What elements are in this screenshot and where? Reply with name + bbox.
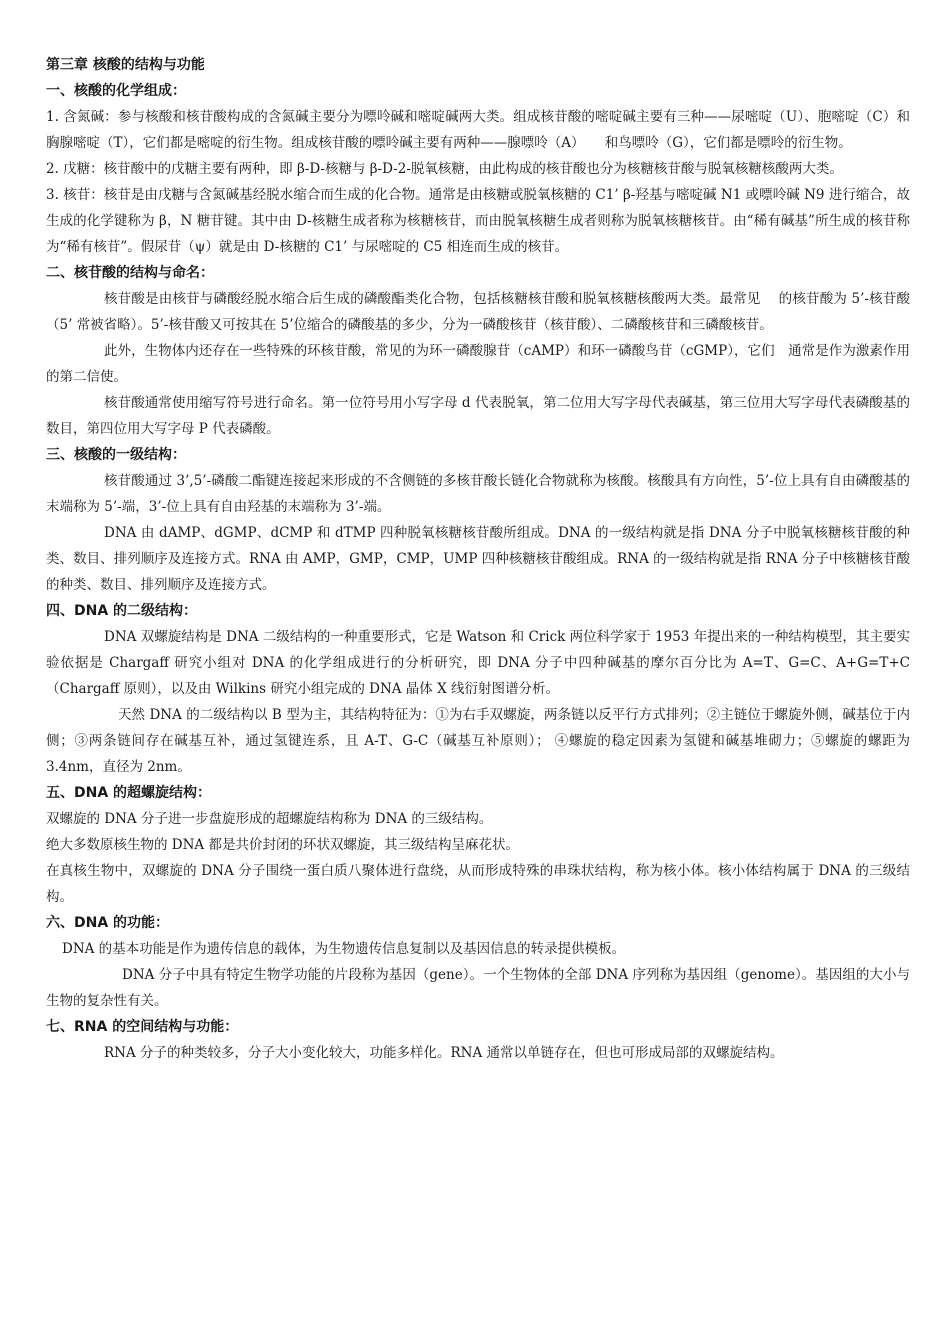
section-heading-3: 三、核酸的一级结构： <box>46 447 186 463</box>
paragraph: 3. 核苷：核苷是由戊糖与含氮碱基经脱水缩合而生成的化合物。通常是由核糖或脱氧核糖的 C1’ β-羟基与嘧啶碱 N1 或嘌呤碱 N9 进行缩合，故生成的化学键称为 β，N 糖苷键。其中由 D-核糖生成者称为核糖核苷，而由脱氧核糖生成者则称为脱氧核糖核苷。由“稀有碱基”所生成的核苷称为“稀有核苷”。假尿苷（ψ）就是由 D-核糖的 C1’ 与尿嘧啶的 C5 相连而生成的核苷。 <box>46 187 910 255</box>
section-heading-7: 七、RNA 的空间结构与功能： <box>46 1019 239 1035</box>
paragraph: DNA 的基本功能是作为遗传信息的载体，为生物遗传信息复制以及基因信息的转录提供模板。 <box>62 941 626 957</box>
section-heading-1: 一、核酸的化学组成： <box>46 83 186 99</box>
paragraph: 核苷酸通过 3’,5’-磷酸二酯键连接起来形成的不含侧链的多核苷酸长链化合物就称为核酸。核酸具有方向性，5’-位上具有自由磷酸基的末端称为 5’-端，3’-位上具有自由羟基的末端称为 3’-端。 <box>46 473 910 515</box>
paragraph: DNA 双螺旋结构是 DNA 二级结构的一种重要形式，它是 Watson 和 Crick 两位科学家于 1953 年提出来的一种结构模型，其主要实验依据是 Chargaff 研究小组对 DNA 的化学组成进行的分析研究，即 DNA 分子中四种碱基的摩尔百分比为 A=T、G=C、A+G=T+C（Chargaff 原则），以及由 Wilkins 研究小组完成的 DNA 晶体 X 线衍射图谱分析。 <box>46 629 910 697</box>
chapter-title: 第三章 核酸的结构与功能 <box>46 57 205 73</box>
paragraph: RNA 分子的种类较多，分子大小变化较大，功能多样化。RNA 通常以单链存在，但也可形成局部的双螺旋结构。 <box>104 1045 784 1061</box>
paragraph: 核苷酸是由核苷与磷酸经脱水缩合后生成的磷酸酯类化合物，包括核糖核苷酸和脱氧核糖核酸两大类。最常见 的核苷酸为 5’-核苷酸（5’ 常被省略）。5’-核苷酸又可按其在 5’位缩合的磷酸基的多少，分为一磷酸核苷（核苷酸）、二磷酸核苷和三磷酸核苷。 <box>46 291 910 333</box>
section-heading-4: 四、DNA 的二级结构： <box>46 603 198 619</box>
paragraph: DNA 由 dAMP、dGMP、dCMP 和 dTMP 四种脱氧核糖核苷酸所组成。DNA 的一级结构就是指 DNA 分子中脱氧核糖核苷酸的种类、数目、排列顺序及连接方式。RNA 由 AMP，GMP，CMP，UMP 四种核糖核苷酸组成。RNA 的一级结构就是指 RNA 分子中核糖核苷酸的种类、数目、排列顺序及连接方式。 <box>46 525 910 593</box>
paragraph: 天然 DNA 的二级结构以 B 型为主，其结构特征为：①为右手双螺旋，两条链以反平行方式排列；②主链位于螺旋外侧，碱基位于内侧；③两条链间存在碱基互补，通过氢键连系，且 A-T、G-C（碱基互补原则）； ④螺旋的稳定因素为氢键和碱基堆砌力；⑤螺旋的螺距为 3.4nm，直径为 2nm。 <box>46 707 910 775</box>
paragraph: 1. 含氮碱：参与核酸和核苷酸构成的含氮碱主要分为嘌呤碱和嘧啶碱两大类。组成核苷酸的嘧啶碱主要有三种——尿嘧啶（U）、胞嘧啶（C）和胸腺嘧啶（T），它们都是嘧啶的衍生物。组成核苷酸的嘌呤碱主要有两种——腺嘌呤（A） 和鸟嘌呤（G），它们都是嘌呤的衍生物。 <box>46 109 910 151</box>
paragraph: 此外，生物体内还存在一些特殊的环核苷酸，常见的为环一磷酸腺苷（cAMP）和环一磷酸鸟苷（cGMP），它们 通常是作为激素作用的第二信使。 <box>46 343 910 385</box>
paragraph: DNA 分子中具有特定生物学功能的片段称为基因（gene）。一个生物体的全部 DNA 序列称为基因组（genome）。基因组的大小与生物的复杂性有关。 <box>46 967 910 1009</box>
paragraph: 核苷酸通常使用缩写符号进行命名。第一位符号用小写字母 d 代表脱氧，第二位用大写字母代表碱基，第三位用大写字母代表磷酸基的数目，第四位用大写字母 P 代表磷酸。 <box>46 395 910 437</box>
paragraph: 双螺旋的 DNA 分子进一步盘旋形成的超螺旋结构称为 DNA 的三级结构。 <box>46 811 493 827</box>
paragraph: 在真核生物中，双螺旋的 DNA 分子围绕一蛋白质八聚体进行盘绕，从而形成特殊的串珠状结构，称为核小体。核小体结构属于 DNA 的三级结构。 <box>46 863 910 905</box>
section-heading-6: 六、DNA 的功能： <box>46 915 170 931</box>
section-heading-5: 五、DNA 的超螺旋结构： <box>46 785 212 801</box>
section-heading-2: 二、核苷酸的结构与命名： <box>46 265 214 281</box>
paragraph: 2. 戊糖：核苷酸中的戊糖主要有两种，即 β-D-核糖与 β-D-2-脱氧核糖，由此构成的核苷酸也分为核糖核苷酸与脱氧核糖核酸两大类。 <box>46 161 843 177</box>
paragraph: 绝大多数原核生物的 DNA 都是共价封闭的环状双螺旋，其三级结构呈麻花状。 <box>46 837 519 853</box>
